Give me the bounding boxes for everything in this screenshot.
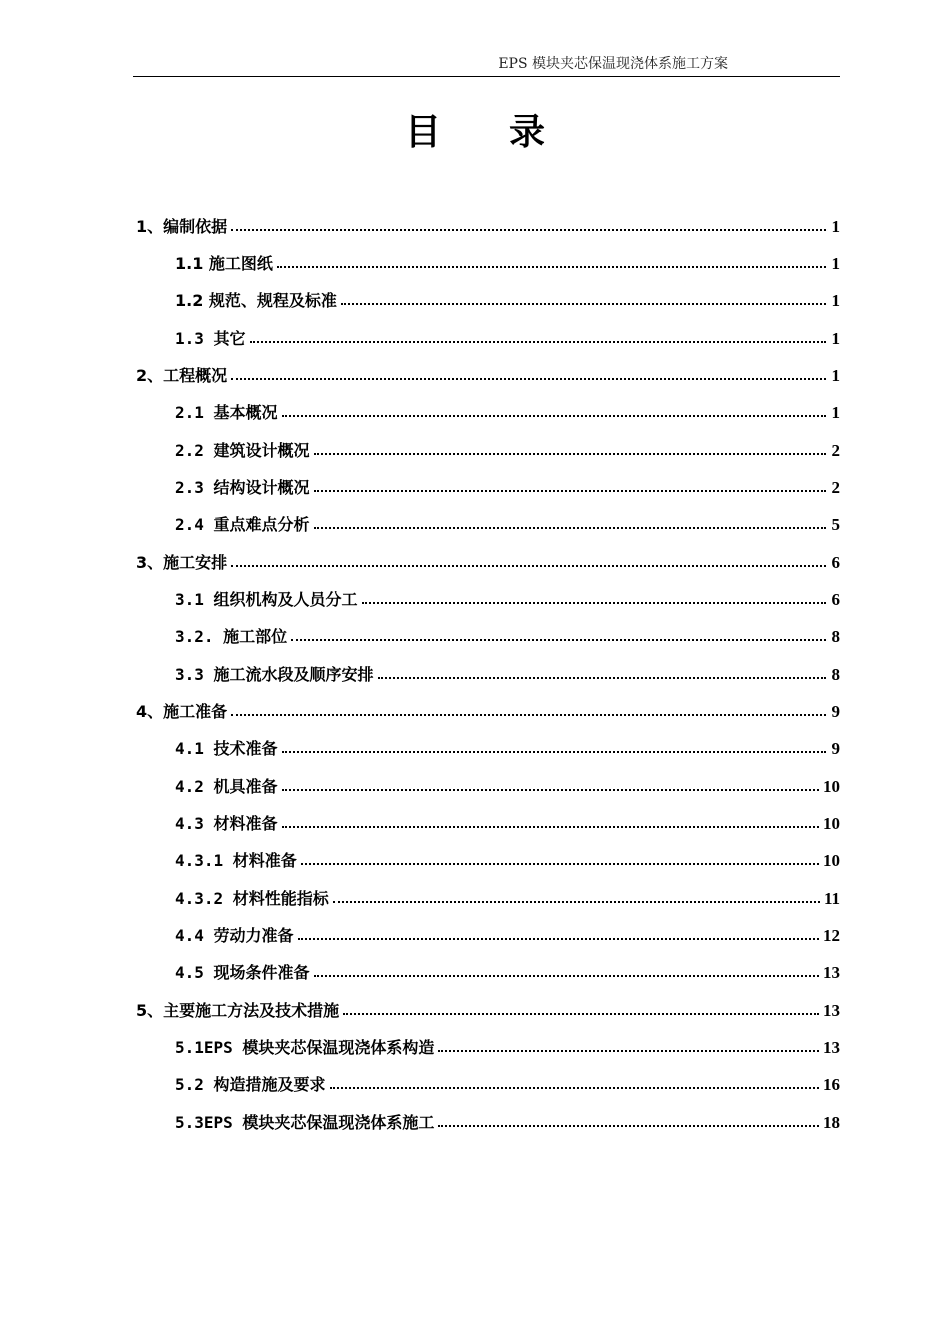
toc-leader-dots [231,701,826,717]
toc-entry-page: 11 [823,889,840,908]
toc-entry-label: 5.1EPS 模块夹芯保温现浇体系构造 [175,1038,435,1057]
toc-entry-label: 4.3.2 材料性能指标 [175,889,329,908]
toc-entry-page: 13 [823,963,840,982]
toc-leader-dots [314,440,826,456]
toc-entry-page: 1 [831,329,840,348]
toc-entry-2-3[interactable] [175,475,840,499]
toc-entry-1-3[interactable] [175,326,840,350]
toc-entry-1-2[interactable] [175,288,840,312]
toc-entry-5-3[interactable] [175,1110,840,1134]
toc-entry-label: 3.3 施工流水段及顺序安排 [175,665,374,684]
toc-entry-label: 4.3.1 材料准备 [175,851,297,870]
toc-leader-dots [277,253,826,269]
toc-entry-label: 3.1 组织机构及人员分工 [175,590,358,609]
toc-entry-label: 4.2 机具准备 [175,777,278,796]
toc-leader-dots [291,626,826,642]
toc-entry-page: 6 [831,553,840,572]
toc-entry-page: 1 [831,254,840,273]
toc-leader-dots [314,477,826,493]
toc-leader-dots [314,514,826,530]
toc-leader-dots [282,813,819,829]
toc-entry-page: 18 [823,1113,840,1132]
toc-entry-4-3-1[interactable] [175,848,840,872]
toc-leader-dots [438,1037,819,1053]
toc-leader-dots [314,962,819,978]
toc-entry-page: 6 [831,590,840,609]
toc-leader-dots [282,402,826,418]
toc-entry-label: 4.1 技术准备 [175,739,278,758]
toc-entry-page: 13 [823,1001,840,1020]
toc-entry-5-1[interactable] [175,1035,840,1059]
toc-leader-dots [330,1074,819,1090]
toc-entry-label: 2.4 重点难点分析 [175,515,310,534]
toc-entry-page: 2 [831,441,840,460]
toc-entry-page: 5 [831,515,840,534]
toc-entry-4-5[interactable] [175,960,840,984]
toc-entry-label: 5、主要施工方法及技术措施 [136,1001,340,1020]
toc-title-char: 录 [509,112,546,153]
toc-entry-label: 4、施工准备 [136,702,228,721]
toc-entry-3-1[interactable] [175,587,840,611]
toc-leader-dots [301,850,819,866]
toc-leader-dots [250,328,826,344]
toc-entry-page: 10 [823,777,840,796]
toc-entry-label: 1、编制依据 [136,217,228,236]
toc-title-char: 目 [404,112,441,153]
toc-entry-5-2[interactable] [175,1072,840,1096]
toc-leader-dots [231,552,826,568]
toc-entry-page: 8 [831,665,840,684]
toc-entry-3-2[interactable] [175,624,840,648]
toc-entry-2-1[interactable] [175,400,840,424]
toc-entry-4-1[interactable] [175,736,840,760]
toc-entry-page: 1 [831,366,840,385]
toc-entry-label: 3、施工安排 [136,553,228,572]
toc-leader-dots [341,290,826,306]
toc-entry-4-3-2[interactable] [175,886,840,910]
toc-title [0,104,950,155]
toc-entry-page: 1 [831,291,840,310]
toc-entry-4[interactable] [136,699,840,723]
toc-entry-page: 10 [823,851,840,870]
toc-entry-label: 1.2 规范、规程及标准 [175,291,337,310]
page-header [133,50,840,77]
toc-entry-4-2[interactable] [175,774,840,798]
toc-entry-page: 1 [831,403,840,422]
toc-entry-label: 2.2 建筑设计概况 [175,441,310,460]
toc-leader-dots [333,888,820,904]
toc-entry-page: 8 [831,627,840,646]
toc-entry-label: 3.2. 施工部位 [175,627,288,646]
toc-entry-4-3[interactable] [175,811,840,835]
toc-leader-dots [231,365,826,381]
toc-leader-dots [282,738,826,754]
toc-leader-dots [362,589,826,605]
toc-leader-dots [298,925,819,941]
toc-entry-5[interactable] [136,998,840,1022]
toc-entry-label: 1.3 其它 [175,329,246,348]
toc-leader-dots [438,1112,819,1128]
toc-entry-label: 4.3 材料准备 [175,814,278,833]
toc-entry-2-2[interactable] [175,438,840,462]
toc-entry-label: 2.1 基本概况 [175,403,278,422]
toc-leader-dots [282,776,819,792]
toc-entry-label: 2、工程概况 [136,366,228,385]
toc-entry-label: 2.3 结构设计概况 [175,478,310,497]
toc-entry-page: 2 [831,478,840,497]
toc-entry-4-4[interactable] [175,923,840,947]
toc-entry-page: 12 [823,926,840,945]
toc-entry-2[interactable] [136,363,840,387]
toc-leader-dots [343,1000,819,1016]
toc-entry-3-3[interactable] [175,662,840,686]
toc-entry-label: 1.1 施工图纸 [175,254,273,273]
toc-entry-page: 10 [823,814,840,833]
toc-entry-page: 9 [831,739,840,758]
toc-entry-page: 1 [831,217,840,236]
toc-entry-page: 16 [823,1075,840,1094]
toc-entry-label: 4.5 现场条件准备 [175,963,310,982]
toc-entry-page: 13 [823,1038,840,1057]
toc-entry-2-4[interactable] [175,512,840,536]
toc-leader-dots [231,216,826,232]
running-title: EPS 模块夹芯保温现浇体系施工方案 [498,56,728,72]
toc-entry-1-1[interactable] [175,251,840,275]
toc-entry-label: 4.4 劳动力准备 [175,926,294,945]
toc-entry-1[interactable] [136,214,840,238]
toc-entry-label: 5.2 构造措施及要求 [175,1075,326,1094]
toc-entry-page: 9 [831,702,840,721]
toc-leader-dots [378,664,826,680]
toc-entry-label: 5.3EPS 模块夹芯保温现浇体系施工 [175,1113,435,1132]
toc-entry-3[interactable] [136,550,840,574]
